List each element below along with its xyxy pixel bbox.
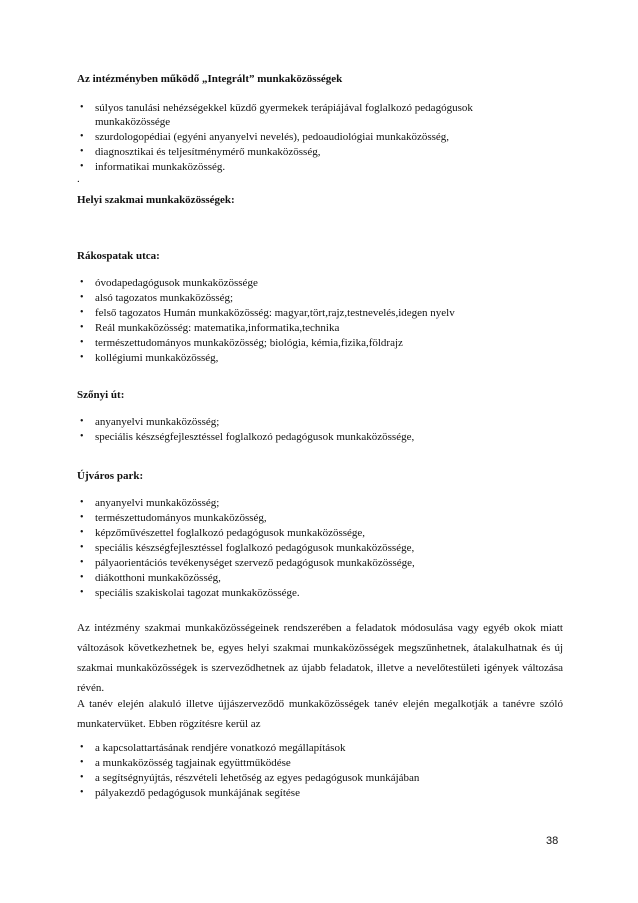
bullet-icon: •	[80, 307, 84, 318]
bullet-icon: •	[80, 292, 84, 303]
bullet-icon: •	[80, 497, 84, 508]
bullet-icon: •	[80, 787, 84, 798]
bullet-icon: •	[80, 772, 84, 783]
bullet-icon: •	[80, 322, 84, 333]
bullet-icon: •	[80, 742, 84, 753]
bullet-icon: •	[80, 757, 84, 768]
list-item: súlyos tanulási nehézségekkel küzdő gyermekek terápiájával foglalkozó pedagógusok	[95, 102, 473, 114]
list-item: képzőművészettel foglalkozó pedagógusok munkaközössége,	[95, 527, 366, 539]
list-item: anyanyelvi munkaközösség;	[95, 497, 220, 509]
list-item: speciális készségfejlesztéssel foglalkozó pedagógusok munkaközössége,	[95, 431, 415, 443]
list-item: felső tagozatos Humán munkaközösség: magyar,tört,rajz,testnevelés,idegen nyelv	[95, 307, 455, 319]
bullet-icon: •	[80, 431, 84, 442]
list-item: kollégiumi munkaközösség,	[95, 352, 219, 364]
stray-dot: .	[77, 173, 80, 185]
paragraph-changes: Az intézmény szakmai munkaközösségeinek rendszerében a feladatok módosulása vagy egyéb okok miatt változások következhetnek be, egyes helyi szakmai munkaközösségek megszűnhetnek, átalakulhatnak és új szakmai munkaközösségek is szerveződhetnek az újabb feladatok, illetve a nevelőtestületi igények változása révén.	[77, 622, 563, 694]
szonyi-heading: Szőnyi út:	[77, 389, 125, 401]
bullet-icon: •	[80, 572, 84, 583]
list-item: alsó tagozatos munkaközösség;	[95, 292, 234, 304]
rakospatak-heading: Rákospatak utca:	[77, 250, 160, 262]
ujvaros-heading: Újváros park:	[77, 470, 144, 482]
paragraph-workplan: A tanév elején alakuló illetve újjászerveződő munkaközösségek tanév elején megalkotják a tanévre szóló munkatervüket. Ebben rögzítésre kerül az	[77, 698, 563, 730]
local-heading: Helyi szakmai munkaközösségek:	[77, 194, 235, 206]
bullet-icon: •	[80, 416, 84, 427]
list-item: diákotthoni munkaközösség,	[95, 572, 221, 584]
list-item: diagnosztikai és teljesítménymérő munkaközösség,	[95, 146, 321, 158]
integrated-heading: Az intézményben működő „Integrált” munkaközösségek	[77, 73, 343, 85]
list-item-continuation: munkaközössége	[95, 116, 171, 128]
list-item: Reál munkaközösség: matematika,informatika,technika	[95, 322, 340, 334]
list-item: anyanyelvi munkaközösség;	[95, 416, 220, 428]
list-item: informatikai munkaközösség.	[95, 161, 226, 173]
list-item: pályaorientációs tevékenységet szervező pedagógusok munkaközössége,	[95, 557, 415, 569]
bullet-icon: •	[80, 161, 84, 172]
bullet-icon: •	[80, 512, 84, 523]
bullet-icon: •	[80, 587, 84, 598]
bullet-icon: •	[80, 102, 84, 113]
bullet-icon: •	[80, 542, 84, 553]
list-item: a segítségnyújtás, részvételi lehetőség az egyes pedagógusok munkájában	[95, 772, 420, 784]
bullet-icon: •	[80, 527, 84, 538]
list-item: a kapcsolattartásának rendjére vonatkozó megállapítások	[95, 742, 346, 754]
bullet-icon: •	[80, 557, 84, 568]
list-item: a munkaközösség tagjainak együttműködése	[95, 757, 291, 769]
bullet-icon: •	[80, 352, 84, 363]
list-item: óvodapedagógusok munkaközössége	[95, 277, 258, 289]
bullet-icon: •	[80, 277, 84, 288]
list-item: speciális szakiskolai tagozat munkaközössége.	[95, 587, 300, 599]
list-item: természettudományos munkaközösség; biológia, kémia,fizika,földrajz	[95, 337, 403, 349]
bullet-icon: •	[80, 337, 84, 348]
list-item: pályakezdő pedagógusok munkájának segítése	[95, 787, 300, 799]
list-item: speciális készségfejlesztéssel foglalkozó pedagógusok munkaközössége,	[95, 542, 415, 554]
list-item: természettudományos munkaközösség,	[95, 512, 267, 524]
bullet-icon: •	[80, 131, 84, 142]
list-item: szurdologopédiai (egyéni anyanyelvi nevelés), pedoaudiológiai munkaközösség,	[95, 131, 450, 143]
page-number: 38	[546, 835, 559, 847]
bullet-icon: •	[80, 146, 84, 157]
